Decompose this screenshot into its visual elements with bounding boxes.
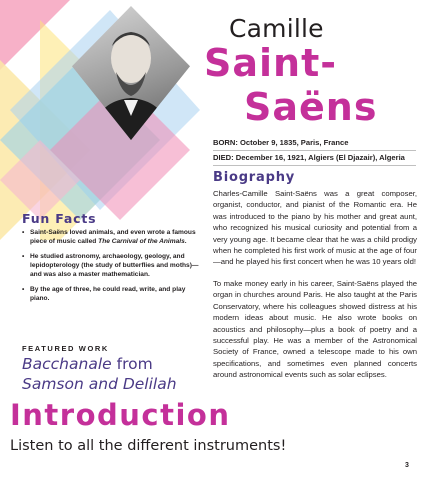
died-line bbox=[213, 153, 405, 162]
fact-text: Saint-Saëns loved animals, and even wrote a famous piece of music called bbox=[30, 229, 196, 245]
list-item bbox=[22, 252, 200, 279]
fact-text: By the age of three, he could read, write, and play piano. bbox=[30, 286, 186, 302]
introduction-subtitle: Listen to all the different instruments! bbox=[10, 438, 287, 454]
divider bbox=[213, 150, 416, 151]
composer-last-name-line1: Saint- bbox=[204, 41, 338, 85]
fun-facts-list bbox=[22, 228, 200, 309]
featured-work-connector: from bbox=[116, 355, 153, 373]
born-line bbox=[213, 138, 349, 147]
featured-work-label: FEATURED WORK bbox=[22, 344, 109, 353]
bullet-icon: • bbox=[22, 286, 25, 293]
list-item bbox=[22, 285, 200, 303]
born-value: October 9, 1835, Paris, France bbox=[240, 138, 349, 147]
divider bbox=[213, 165, 416, 166]
featured-work-title bbox=[22, 354, 177, 394]
featured-work-opera: Samson and Delilah bbox=[22, 375, 177, 393]
died-value: December 16, 1921, Algiers (El Djazair), Algeria bbox=[235, 153, 405, 162]
biography-heading: Biography bbox=[213, 170, 296, 185]
composer-first-name: Camille bbox=[229, 14, 324, 43]
fact-italic: The Carnival of the Animals bbox=[98, 238, 185, 245]
died-label: DIED: bbox=[213, 153, 234, 162]
composer-last-name-line2: Saëns bbox=[244, 85, 378, 129]
fact-text: He studied astronomy, archaeology, geology, and lepidopterology (the study of butterflies and moths)—and was also a master mathematician. bbox=[30, 253, 199, 278]
page-number: 3 bbox=[405, 462, 409, 469]
bullet-icon: • bbox=[22, 253, 25, 260]
fun-facts-heading: Fun Facts bbox=[22, 211, 97, 226]
list-item bbox=[22, 228, 200, 246]
fact-text-end: . bbox=[184, 238, 187, 245]
decorative-shapes bbox=[0, 0, 200, 240]
biography-paragraph: To make money early in his career, Saint-Saëns played the organ in churches around Paris. He also taught at the Paris Conservatory, where his colleagues showed distress at his modern ideas about music. He also wrote books on acoustics and philosophy—plus a book of poetry and a successful play. He was a member of the Astronomical Society of France, owned a telescope made to his own specifications, and sometimes even planned concerts around astronomical events such as solar eclipses. bbox=[213, 279, 417, 380]
born-label: BORN: bbox=[213, 138, 238, 147]
introduction-heading: Introduction bbox=[10, 398, 231, 432]
featured-work-piece: Bacchanale bbox=[22, 355, 112, 373]
bullet-icon: • bbox=[22, 229, 25, 236]
biography-paragraph: Charles-Camille Saint-Saëns was a great composer, organist, conductor, and pianist of the Romantic era. He was introduced to the piano by his mother and great aunt, who recognized his musical curiosity and potential from a very young age. It became clear that he was a child prodigy when he completed his first work of music at the age of four—and he played his first concert when he was 10 years old! bbox=[213, 189, 417, 267]
